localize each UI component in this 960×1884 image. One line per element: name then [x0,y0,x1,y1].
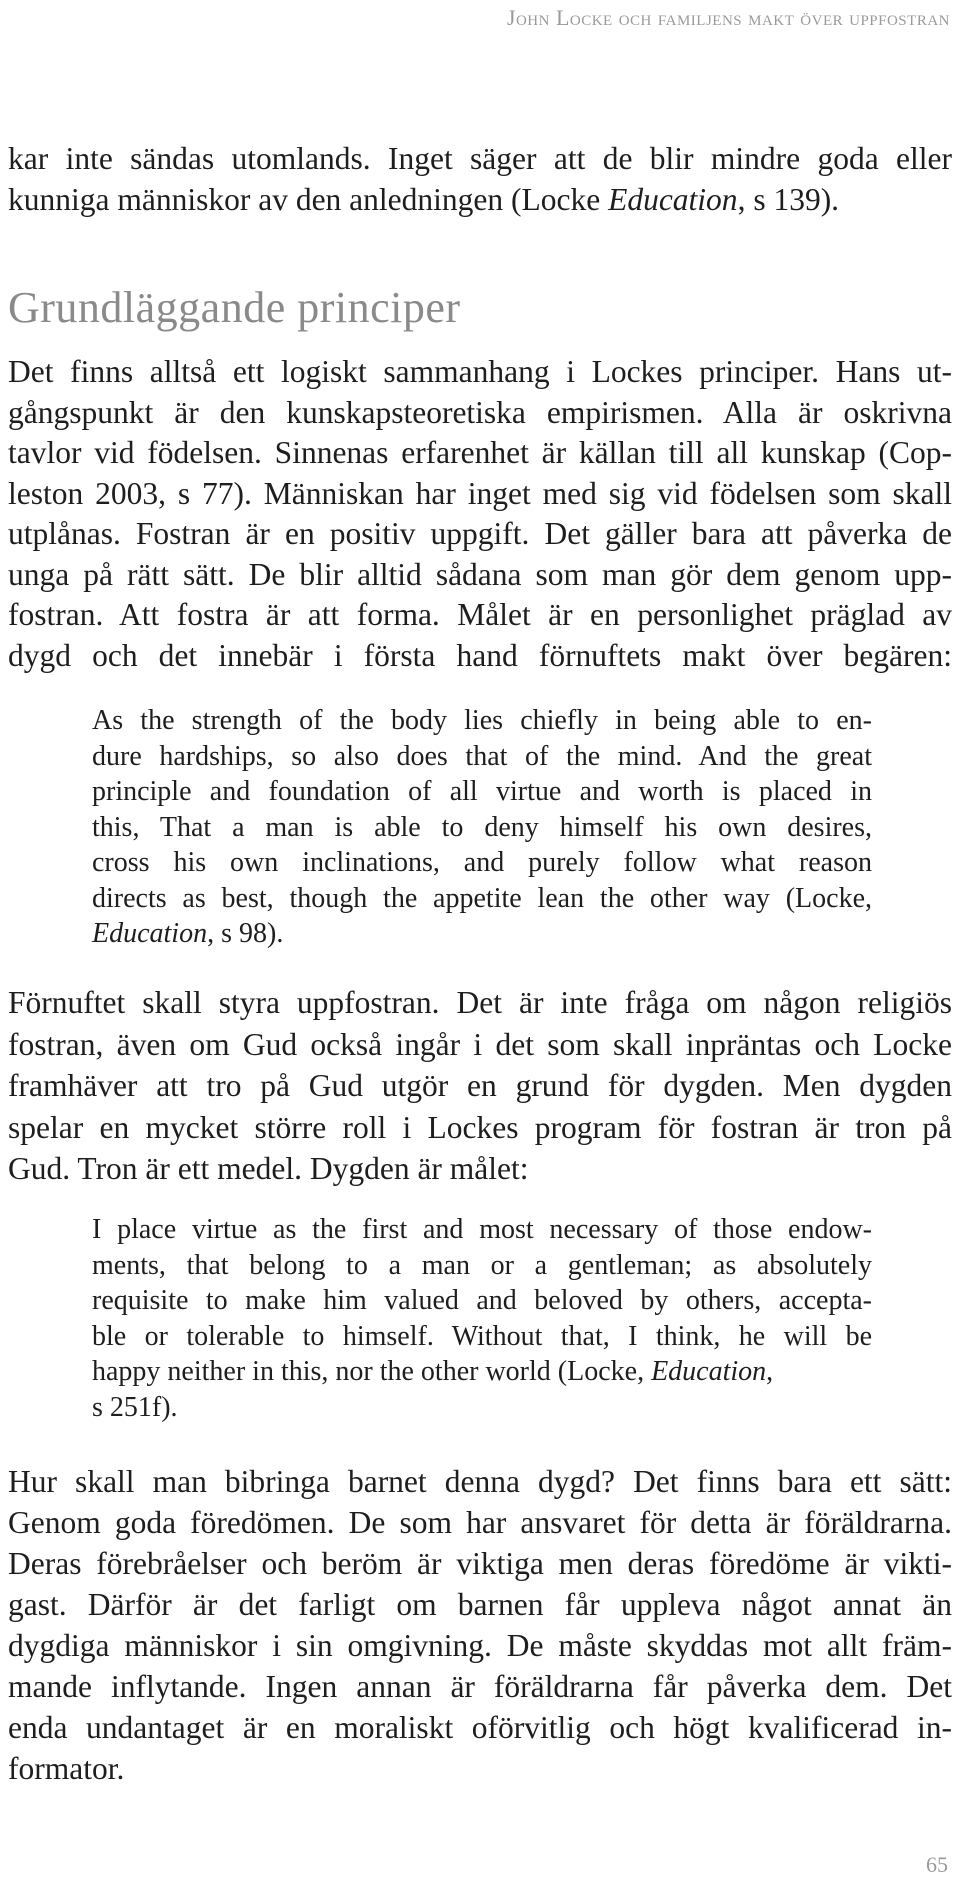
text-line: Gud. Tron är ett medel. Dygden är målet: [8,1151,529,1186]
text-line: mande inflytande. Ingen annan är föräldrarna får påverka dem. Det [8,1669,952,1704]
text-line: Det finns alltså ett logiskt sammanhang i Lockes principer. Hans ut- [8,354,952,389]
text-line: enda undantaget är en moraliskt oförvitlig och högt kvalificerad in- [8,1710,952,1745]
italic-title: Education [92,918,208,949]
text-line: formator. [8,1751,125,1786]
text-line: Deras förebråelser och beröm är viktiga men deras föredöme är vikti- [8,1546,952,1581]
text-line [8,179,952,220]
text-line: spelar en mycket större roll i Lockes program för fostran är tron på [8,1109,952,1145]
italic-title: Education [651,1356,767,1387]
text-line: gast. Därför är det farligt om barnen får uppleva något annat än [8,1587,952,1622]
text-line: fostran, även om Gud också ingår i det som skall inpräntas och Locke [8,1026,952,1062]
quote-line: ble or tolerable to himself. Without that, I think, he will be [92,1320,872,1352]
block-quote-1 [92,703,872,952]
quote-line [92,916,872,952]
text-line: framhäver att tro på Gud utgör en grund för dygden. Men dygden [8,1068,952,1103]
text-run: happy neither in this, nor the other world (Locke, [92,1356,652,1387]
quote-line: directs as best, though the appetite lean the other way (Locke, [92,882,872,914]
quote-line: I place virtue as the first and most necessary of those endow- [92,1214,872,1245]
quote-line: As the strength of the body lies chiefly in being able to en- [92,705,872,736]
block-quote-2 [92,1212,872,1425]
paragraph-2 [8,352,952,676]
italic-title: Education [608,182,738,217]
text-line: Förnuftet skall styra uppfostran. Det är inte fråga om någon religiös [8,985,952,1020]
text-line: leston 2003, s 77). Människan har inget med sig vid födelsen som skall [8,475,952,511]
text-line: Hur skall man bibringa barnet denna dygd? Det finns bara ett sätt: [8,1464,952,1499]
text-run: , s 98). [207,918,284,949]
running-head: John Locke och familjens makt över uppfostran [506,5,950,30]
text-line: gångspunkt är den kunskapsteoretiska empirismen. Alla är oskrivna [8,394,952,430]
quote-line: requisite to make him valued and beloved by others, accepta- [92,1285,872,1316]
page-number: 65 [926,1852,948,1877]
text-line: tavlor vid födelsen. Sinnenas erfarenhet är källan till all kunskap (Cop- [8,435,952,470]
quote-line: ments, that belong to a man or a gentleman; as absolutely [92,1249,872,1281]
paragraph-3 [8,982,952,1190]
paragraph-4 [8,1461,952,1789]
section-heading: Grundläggande principer [8,283,461,332]
text-line: unga på rätt sätt. De blir alltid sådana som man gör dem genom upp- [8,556,952,592]
text-run: , s 139). [737,182,840,217]
text-line: kar inte sändas utomlands. Inget säger att de blir mindre goda eller [8,141,952,176]
text-run: kunniga människor av den anledningen (Locke [8,182,609,217]
text-line: fostran. Att fostra är att forma. Målet är en personlighet präglad av [8,597,952,632]
text-line: dygdiga människor i sin omgivning. De måste skyddas mot allt främ- [8,1628,952,1663]
quote-line: cross his own inclinations, and purely follow what reason [92,847,872,878]
quote-line: principle and foundation of all virtue and worth is placed in [92,776,872,807]
text-line: utplånas. Fostran är en positiv uppgift. Det gäller bara att påverka de [8,516,952,551]
quote-line [92,1354,872,1390]
quote-line: s 251f). [92,1391,178,1423]
quote-line: this, That a man is able to deny himself his own desires, [92,811,872,843]
quote-line: dure hardships, so also does that of the mind. And the great [92,740,872,772]
text-run: , [766,1356,774,1387]
text-line: dygd och det innebär i första hand förnuftets makt över begären: [8,637,952,673]
text-line: Genom goda föredömen. De som har ansvaret för detta är föräldrarna. [8,1505,952,1540]
paragraph-1 [8,138,952,220]
